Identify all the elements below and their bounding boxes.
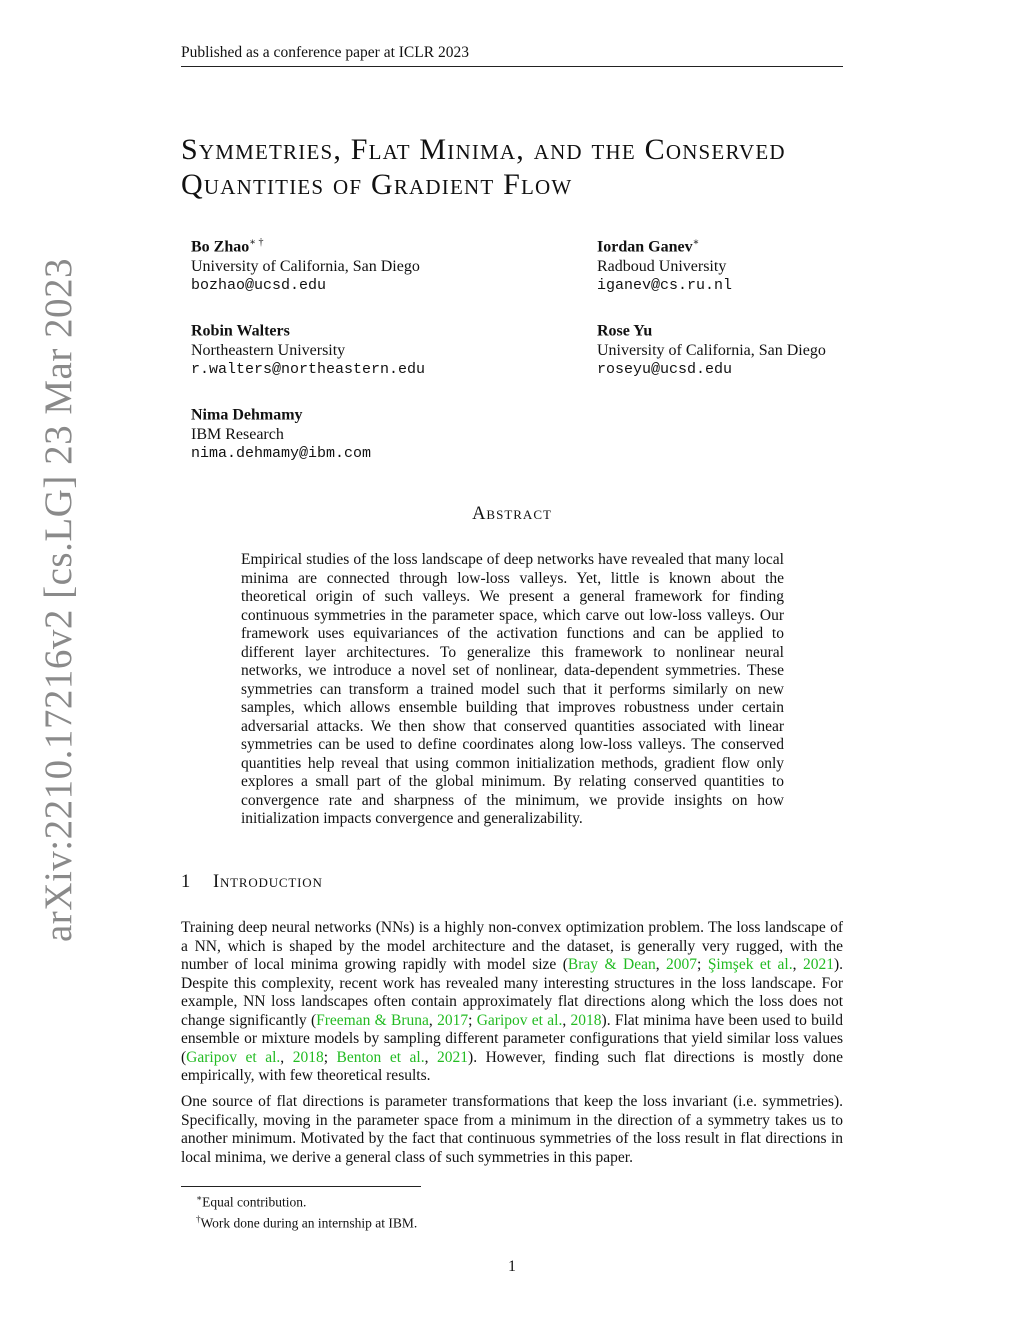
author-nima-dehmamy bbox=[191, 401, 371, 464]
author-marks: ∗ † bbox=[249, 237, 264, 248]
section-heading-introduction bbox=[181, 872, 323, 893]
citation-separator: ; bbox=[697, 956, 708, 973]
citation-link[interactable]: 2007 bbox=[666, 956, 698, 973]
citation-link[interactable]: 2018 bbox=[570, 1011, 602, 1029]
section-title: Introduction bbox=[213, 872, 323, 892]
author-email[interactable]: roseyu@ucsd.edu bbox=[597, 361, 733, 379]
citation-separator: ; bbox=[468, 1011, 477, 1029]
footnote-text: Work done during an internship at IBM. bbox=[200, 1215, 418, 1230]
author-name: Iordan Ganev bbox=[597, 238, 693, 256]
footnote-divider bbox=[181, 1186, 421, 1187]
author-affiliation: University of California, San Diego bbox=[597, 341, 826, 359]
author-email[interactable]: iganev@cs.ru.nl bbox=[597, 277, 733, 295]
author-email[interactable]: nima.dehmamy@ibm.com bbox=[191, 445, 372, 463]
intro-paragraph-2: One source of flat directions is parameter transformations that keep the loss invariant (i.e. symmetries). Specifically, moving in the parameter space from a minimum in the direction of a symmetry takes us to another minimum. Motivated by the fact that continuous symmetries of the loss result in flat directions in local minima, we derive a general class of such symmetries in this paper. bbox=[181, 1093, 843, 1166]
footnote-mark: † bbox=[196, 1213, 201, 1224]
paragraph-text: ). Despite this complexity, recent work has revealed many interesting structures in the loss landscape. For example, NN loss landscapes often contain approximately flat directions along which the loss does not change significantly ( bbox=[181, 956, 843, 1029]
author-iordan-ganev bbox=[597, 233, 732, 296]
author-name: Rose Yu bbox=[597, 322, 653, 340]
title-line-1: Symmetries, Flat Minima, and the Conserved bbox=[181, 133, 786, 166]
citation-link[interactable]: 2017 bbox=[437, 1011, 469, 1029]
arxiv-stamp: arXiv:2210.17216v2 [cs.LG] 23 Mar 2023 bbox=[37, 257, 80, 942]
citation-separator: , bbox=[655, 956, 667, 973]
citation-separator: ; bbox=[323, 1048, 337, 1066]
author-name: Robin Walters bbox=[191, 322, 290, 340]
citation-link[interactable]: Şimşek et al. bbox=[707, 956, 793, 973]
citation-link[interactable]: Garipov et al. bbox=[186, 1048, 281, 1066]
citation-separator: , bbox=[562, 1011, 571, 1029]
paragraph-text: ). However, finding such flat directions is mostly done empirically, with few theoretical results. bbox=[181, 1048, 844, 1084]
citation-link[interactable]: Freeman & Bruna bbox=[316, 1011, 429, 1029]
section-number: 1 bbox=[181, 872, 192, 892]
author-bo-zhao bbox=[191, 233, 420, 296]
paragraph-text: Training deep neural networks (NNs) is a highly non-convex optimization problem. The loss landscape of a NN, which is shaped by the model architecture and the dataset, is generally very rugged, with the number of local minima growing rapidly with model size ( bbox=[181, 919, 843, 973]
author-affiliation: Radboud University bbox=[597, 257, 727, 275]
author-affiliation: University of California, San Diego bbox=[191, 257, 420, 275]
citation-link[interactable]: 2021 bbox=[802, 956, 834, 973]
footnote-text: Equal contribution. bbox=[202, 1194, 307, 1210]
author-name: Bo Zhao bbox=[191, 238, 250, 256]
footnote-internship bbox=[196, 1211, 417, 1232]
intro-paragraph-1 bbox=[181, 919, 843, 1086]
author-name: Nima Dehmamy bbox=[191, 406, 303, 424]
citation-link[interactable]: Garipov et al. bbox=[476, 1011, 563, 1029]
title-line-2: Quantities of Gradient Flow bbox=[181, 168, 573, 201]
citation-link[interactable]: Bray & Dean bbox=[567, 956, 656, 973]
author-affiliation: IBM Research bbox=[191, 425, 284, 443]
abstract-text: Empirical studies of the loss landscape of deep networks have revealed that many local minima are connected through low-loss valleys. Yet, little is known about the theoretical origin of such valleys. We present a general framework for finding continuous symmetries in the parameter space, which carve out low-loss valleys. Our framework uses equivariances of the activation functions and can be applied to different layer architectures. To generalize this framework to nonlinear neural networks, we introduce a novel set of nonlinear, data-dependent symmetries. These symmetries can transform a trained model such that it performs similarly on new samples, which allows ensemble building that improves robustness under certain adversarial attacks. We then show that conserved quantities associated with linear symmetries can be used to define coordinates along low-loss valleys. The conserved quantities help reveal that using common initialization methods, gradient flow only explores a small part of the global minimum. By relating conserved quantities to convergence rate and sharpness of the minimum, we provide insights on how initialization impacts convergence and generalizability. bbox=[241, 551, 784, 827]
page-number: 1 bbox=[508, 1258, 516, 1275]
author-robin-walters bbox=[191, 317, 425, 380]
citation-separator: , bbox=[792, 956, 803, 973]
author-email[interactable]: r.walters@northeastern.edu bbox=[191, 361, 426, 379]
author-email[interactable]: bozhao@ucsd.edu bbox=[191, 277, 327, 295]
paper-title bbox=[181, 132, 851, 202]
author-rose-yu bbox=[597, 317, 826, 380]
citation-link[interactable]: 2018 bbox=[292, 1048, 324, 1066]
footnote-mark: ∗ bbox=[196, 1193, 203, 1203]
citation-link[interactable]: 2021 bbox=[437, 1048, 469, 1066]
paragraph-text: ). Flat minima have been used to build ensemble or mixture models by sampling different parameter configurations that yield similar loss values ( bbox=[181, 1011, 843, 1066]
citation-separator: , bbox=[428, 1011, 438, 1029]
footnotes bbox=[196, 1190, 417, 1231]
abstract-heading: Abstract bbox=[472, 504, 552, 524]
running-header: Published as a conference paper at ICLR 2023 bbox=[181, 44, 843, 67]
citation-separator: , bbox=[280, 1048, 293, 1066]
citation-link[interactable]: Benton et al. bbox=[336, 1048, 425, 1066]
author-marks: ∗ bbox=[692, 237, 700, 248]
footnote-equal-contribution bbox=[196, 1190, 417, 1211]
citation-separator: , bbox=[424, 1048, 438, 1066]
author-affiliation: Northeastern University bbox=[191, 341, 346, 359]
